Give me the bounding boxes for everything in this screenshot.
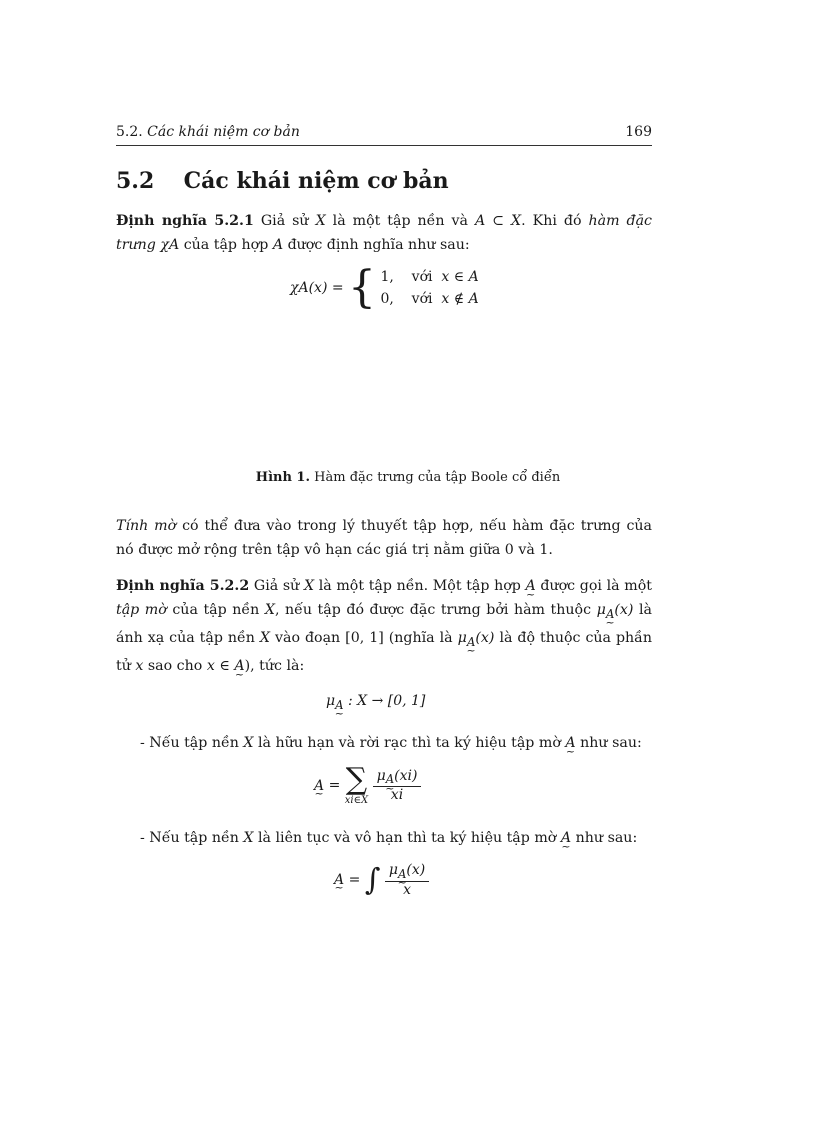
section-title: 5.2 Các khái niệm cơ bản <box>116 168 449 194</box>
bullet-continuous: - Nếu tập nền X là liên tục và vô hạn thì ta ký hiệu tập mờ A ~ như sau: <box>116 826 652 850</box>
page-number: 169 <box>625 124 652 140</box>
equation-continuous-integral: A ~ = ∫ $\frac{\mu_A \sim(x)}{x}$ <box>334 862 429 898</box>
fuzzy-intro-paragraph: Tính mờ có thể đưa vào trong lý thuyết tập hợp, nếu hàm đặc trưng của nó được mở rộng trên tập vô hạn các giá trị nằm giữa 0 và 1. <box>116 518 653 558</box>
integral-operator: ∫ <box>364 862 381 898</box>
left-brace: { <box>348 262 377 313</box>
definition-5-2-2: Định nghĩa 5.2.2 Giả sử X là một tập nền. Một tập hợp A ~ được gọi là một tập mờ của tập nền X, nếu tập đó được đặc trưng bởi hàm thuộc $\mu_A$ ~(x) là ánh xạ của tập nền X vào đoạn [0, 1] (nghĩa là $\mu_A$ ~(x) là độ thuộc của phần tử x sao cho x ∈ A ~), tức là: <box>116 574 652 678</box>
equation-membership-map: $\mu_A$ ~ : X → [0, 1] <box>326 693 425 712</box>
header-rule <box>116 145 652 146</box>
running-head <box>116 124 652 140</box>
sum-operator: ∑ xi∈X <box>344 762 369 806</box>
equation-characteristic: χA(x) = { 1, với x ∈ A 0, với x ∉ A <box>290 262 479 313</box>
equation-discrete-sum: A ~ = ∑ xi∈X $\frac{\mu_A \sim(xi)}{xi}$ <box>314 765 421 806</box>
fraction: $\frac{\mu_A \sim(x)}{x}$ <box>385 862 429 898</box>
bullet-discrete: - Nếu tập nền X là hữu hạn và rời rạc thì ta ký hiệu tập mờ A ~ như sau: <box>116 731 652 755</box>
definition-5-2-1: Định nghĩa 5.2.1 Giả sử X là một tập nền và A ⊂ X. Khi đó hàm đặc trưng χA của tập hợp A được định nghĩa như sau: <box>116 213 652 253</box>
running-head-left: 5.2. Các khái niệm cơ bản <box>116 124 300 140</box>
figure-caption: Hình 1. Hàm đặc trưng của tập Boole cổ điển <box>255 470 561 485</box>
fraction: $\frac{\mu_A \sim(xi)}{xi}$ <box>373 768 422 804</box>
